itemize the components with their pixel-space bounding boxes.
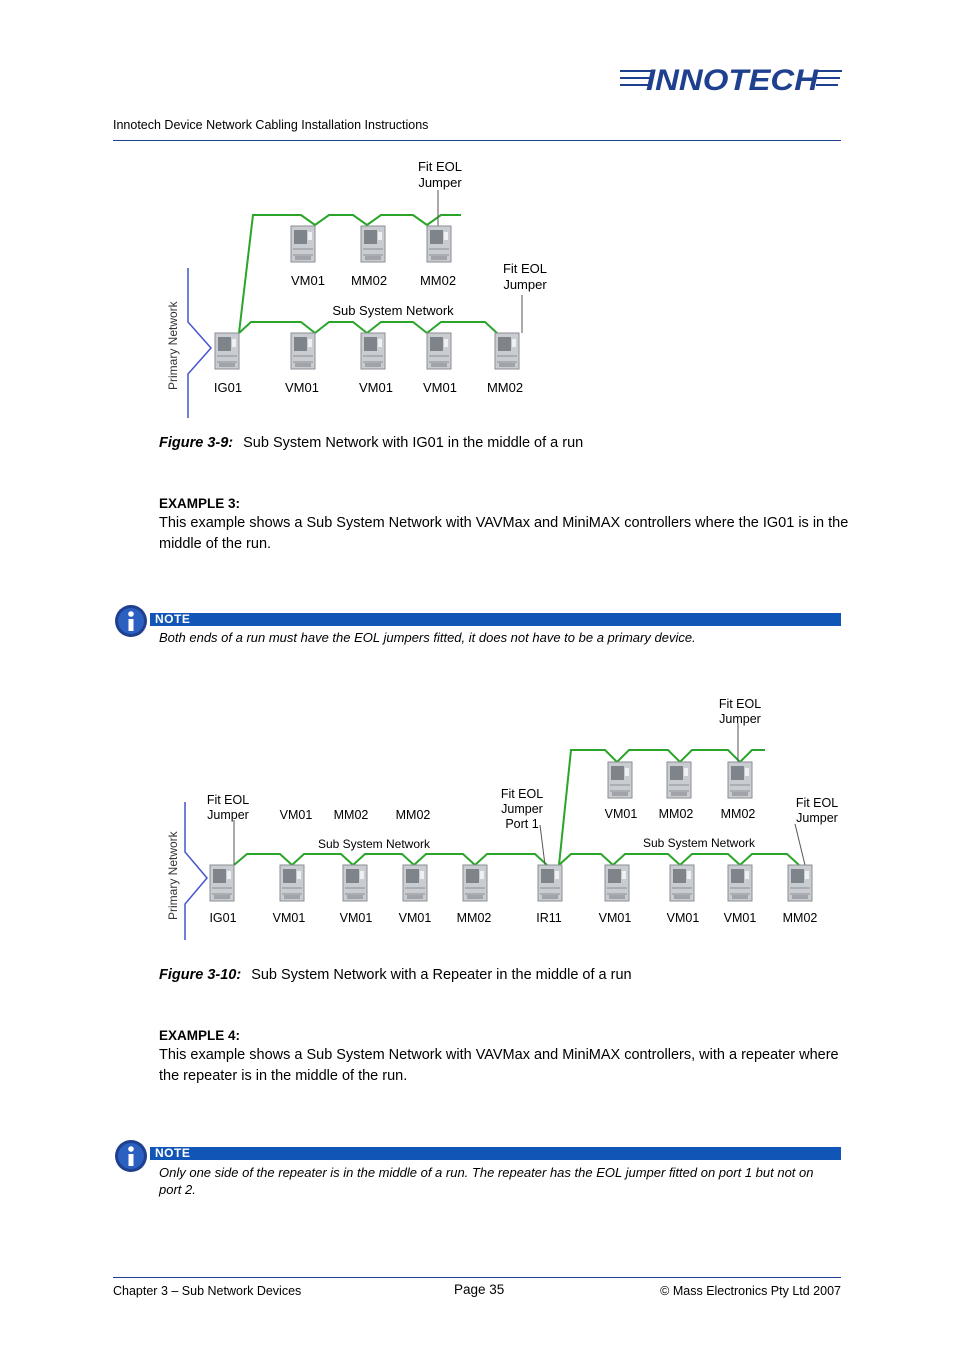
figure-3-9-caption <box>159 435 583 451</box>
note-2-text: Only one side of the repeater is in the middle of a run. The repeater has the EOL jumper fitted on port 1 but not on port 2. <box>159 1165 814 1197</box>
primary-network-label: Primary Network <box>166 831 180 920</box>
caption-text: Sub System Network with a Repeater in the middle of a run <box>251 967 632 983</box>
device-label: VM01 <box>339 911 373 925</box>
eol-label: Jumper <box>501 802 543 816</box>
footer-rule <box>113 1277 841 1278</box>
device-label: VM01 <box>272 911 306 925</box>
device-label: VM01 <box>423 380 457 395</box>
page-number: Page 35 <box>454 1282 505 1297</box>
footer-chapter: Chapter 3 – Sub Network Devices <box>113 1284 302 1298</box>
example-4-heading: EXAMPLE 4: <box>159 1028 241 1043</box>
eol-label: Port 1 <box>505 817 539 831</box>
example-4-text: This example shows a Sub System Network with VAVMax and MiniMAX controllers, with a repeater where the repeater is in the middle of the run. <box>159 1047 839 1084</box>
caption-label: Figure 3-9: <box>159 435 234 451</box>
note-bar <box>150 1147 841 1160</box>
note-label: NOTE <box>155 1146 191 1160</box>
device-label: MM02 <box>395 808 431 822</box>
info-icon <box>114 1139 148 1173</box>
eol-label: Jumper <box>418 175 462 190</box>
primary-network-label: Primary Network <box>166 301 180 390</box>
info-icon <box>114 604 148 638</box>
figure-3-10-diagram <box>155 690 845 940</box>
eol-label: Fit EOL <box>417 159 463 174</box>
device-label: MM02 <box>720 807 756 821</box>
eol-label: Jumper <box>719 712 761 726</box>
device-label: VM01 <box>604 807 638 821</box>
device-label: MM02 <box>456 911 492 925</box>
device-label: VM01 <box>398 911 432 925</box>
device-label: VM01 <box>359 380 393 395</box>
device-label: VM01 <box>598 911 632 925</box>
sub-system-label: Sub System Network <box>317 837 431 851</box>
device-label: MM02 <box>486 380 524 395</box>
sub-system-label: Sub System Network <box>642 836 756 850</box>
innotech-logo <box>620 62 842 96</box>
logo-text: INNOTECH <box>646 64 820 96</box>
device-label: VM01 <box>666 911 700 925</box>
device-label: VM01 <box>291 273 325 288</box>
device-label: IG01 <box>213 380 243 395</box>
device-label: VM01 <box>279 808 313 822</box>
device-label: MM02 <box>658 807 694 821</box>
device-label: MM02 <box>350 273 388 288</box>
device-label: IG01 <box>209 911 237 925</box>
eol-label: Fit EOL <box>206 793 250 807</box>
note-label: NOTE <box>155 612 191 626</box>
eol-label: Fit EOL <box>502 261 548 276</box>
device-label: VM01 <box>723 911 757 925</box>
header-rule <box>113 140 841 141</box>
eol-label: Fit EOL <box>500 787 544 801</box>
device-label: VM01 <box>285 380 319 395</box>
caption-label: Figure 3-10: <box>159 967 242 983</box>
eol-label: Fit EOL <box>795 796 839 810</box>
eol-label: Jumper <box>503 277 547 292</box>
example-3-heading: EXAMPLE 3: <box>159 496 241 511</box>
caption-text: Sub System Network with IG01 in the middle of a run <box>243 435 584 451</box>
example-3-text: This example shows a Sub System Network with VAVMax and MiniMAX controllers where the IG01 is in the middle of the run. <box>159 515 849 552</box>
sub-system-label: Sub System Network <box>332 303 454 318</box>
device-label: IR11 <box>536 911 562 925</box>
device-label: MM02 <box>782 911 818 925</box>
eol-label: Jumper <box>796 811 838 825</box>
note-bar <box>150 613 841 626</box>
note-1-text: Both ends of a run must have the EOL jumpers fitted, it does not have to be a primary device. <box>159 630 696 645</box>
device-label: MM02 <box>333 808 369 822</box>
eol-label: Fit EOL <box>718 697 762 711</box>
figure-3-9-diagram <box>155 150 575 425</box>
eol-label: Jumper <box>207 808 249 822</box>
document-title: Innotech Device Network Cabling Installation Instructions <box>113 118 429 132</box>
figure-3-10-caption <box>159 967 632 983</box>
footer-copyright: © Mass Electronics Pty Ltd 2007 <box>660 1284 841 1298</box>
device-label: MM02 <box>419 273 457 288</box>
